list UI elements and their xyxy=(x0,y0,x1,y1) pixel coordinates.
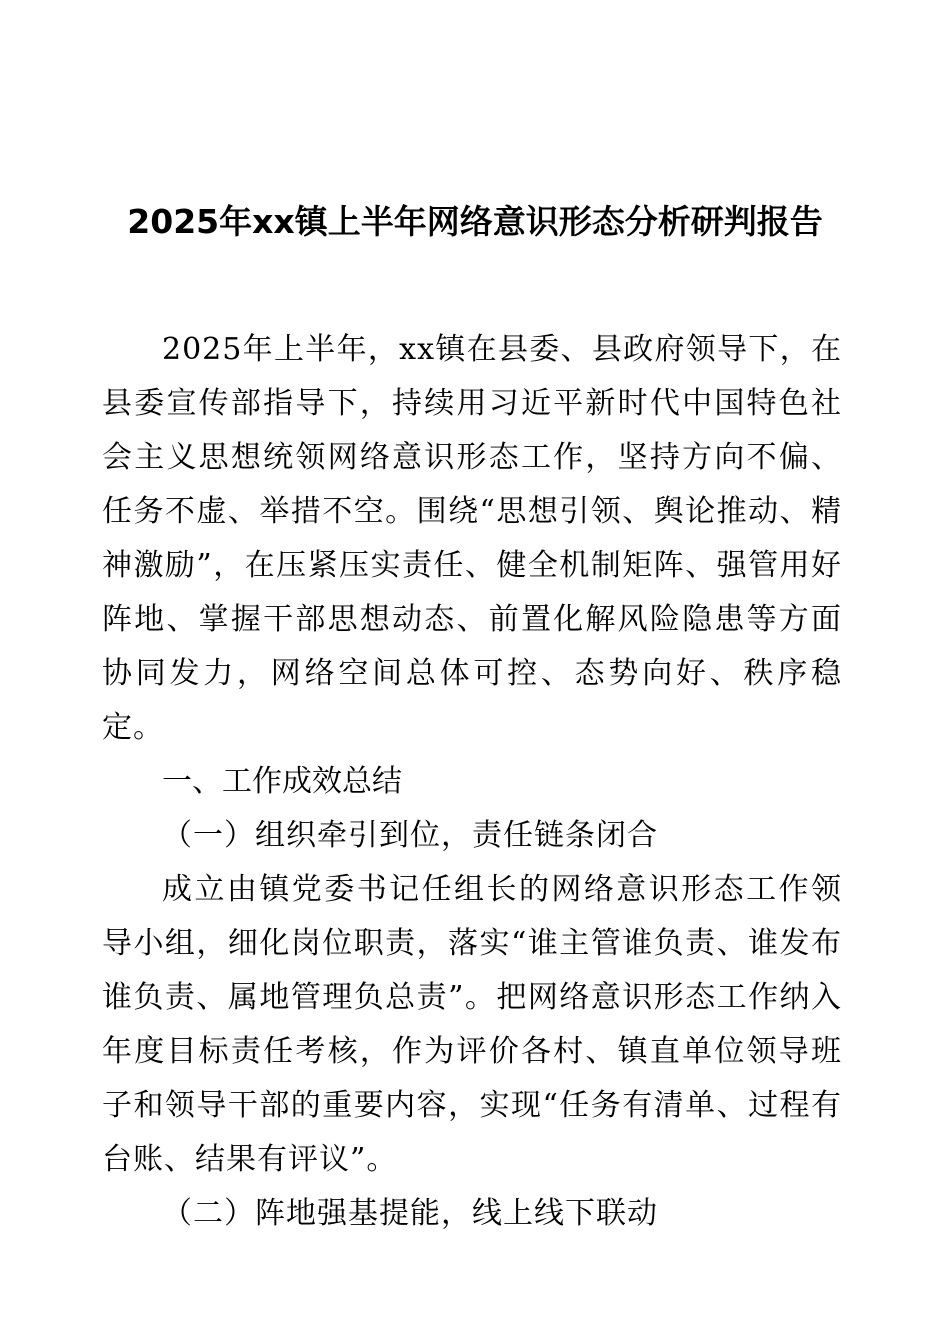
section-heading-1: 一、工作成效总结 xyxy=(162,764,402,799)
intro-paragraph: 2025年上半年，xx镇在县委、县政府领导下，在县委宣传部指导下，持续用习近平新时代中国特色社会主义思想统领网络意识形态工作，坚持方向不偏、任务不虚、举措不空。围绕“思想引领、舆论推动、精神激励”，在压紧压实责任、健全机制矩阵、强管用好阵地、掌握干部思想动态、前置化解风险隐患等方面协同发力，网络空间总体可控、态势向好、秩序稳定。 xyxy=(102,332,842,745)
subsection-1-paragraph: 成立由镇党委书记任组长的网络意识形态工作领导小组，细化岗位职责，落实“谁主管谁负责、谁发布谁负责、属地管理负总责”。把网络意识形态工作纳入年度目标责任考核，作为评价各村、镇直单位领导班子和领导干部的重要内容，实现“任务有清单、过程有台账、结果有评议”。 xyxy=(102,872,842,1177)
document-title: 2025年xx镇上半年网络意识形态分析研判报告 xyxy=(127,202,823,241)
subsection-heading-1: （一）组织牵引到位，责任链条闭合 xyxy=(162,818,658,853)
subsection-heading-2: （二）阵地强基提能，线上线下联动 xyxy=(162,1196,658,1231)
document-body xyxy=(102,323,842,1241)
